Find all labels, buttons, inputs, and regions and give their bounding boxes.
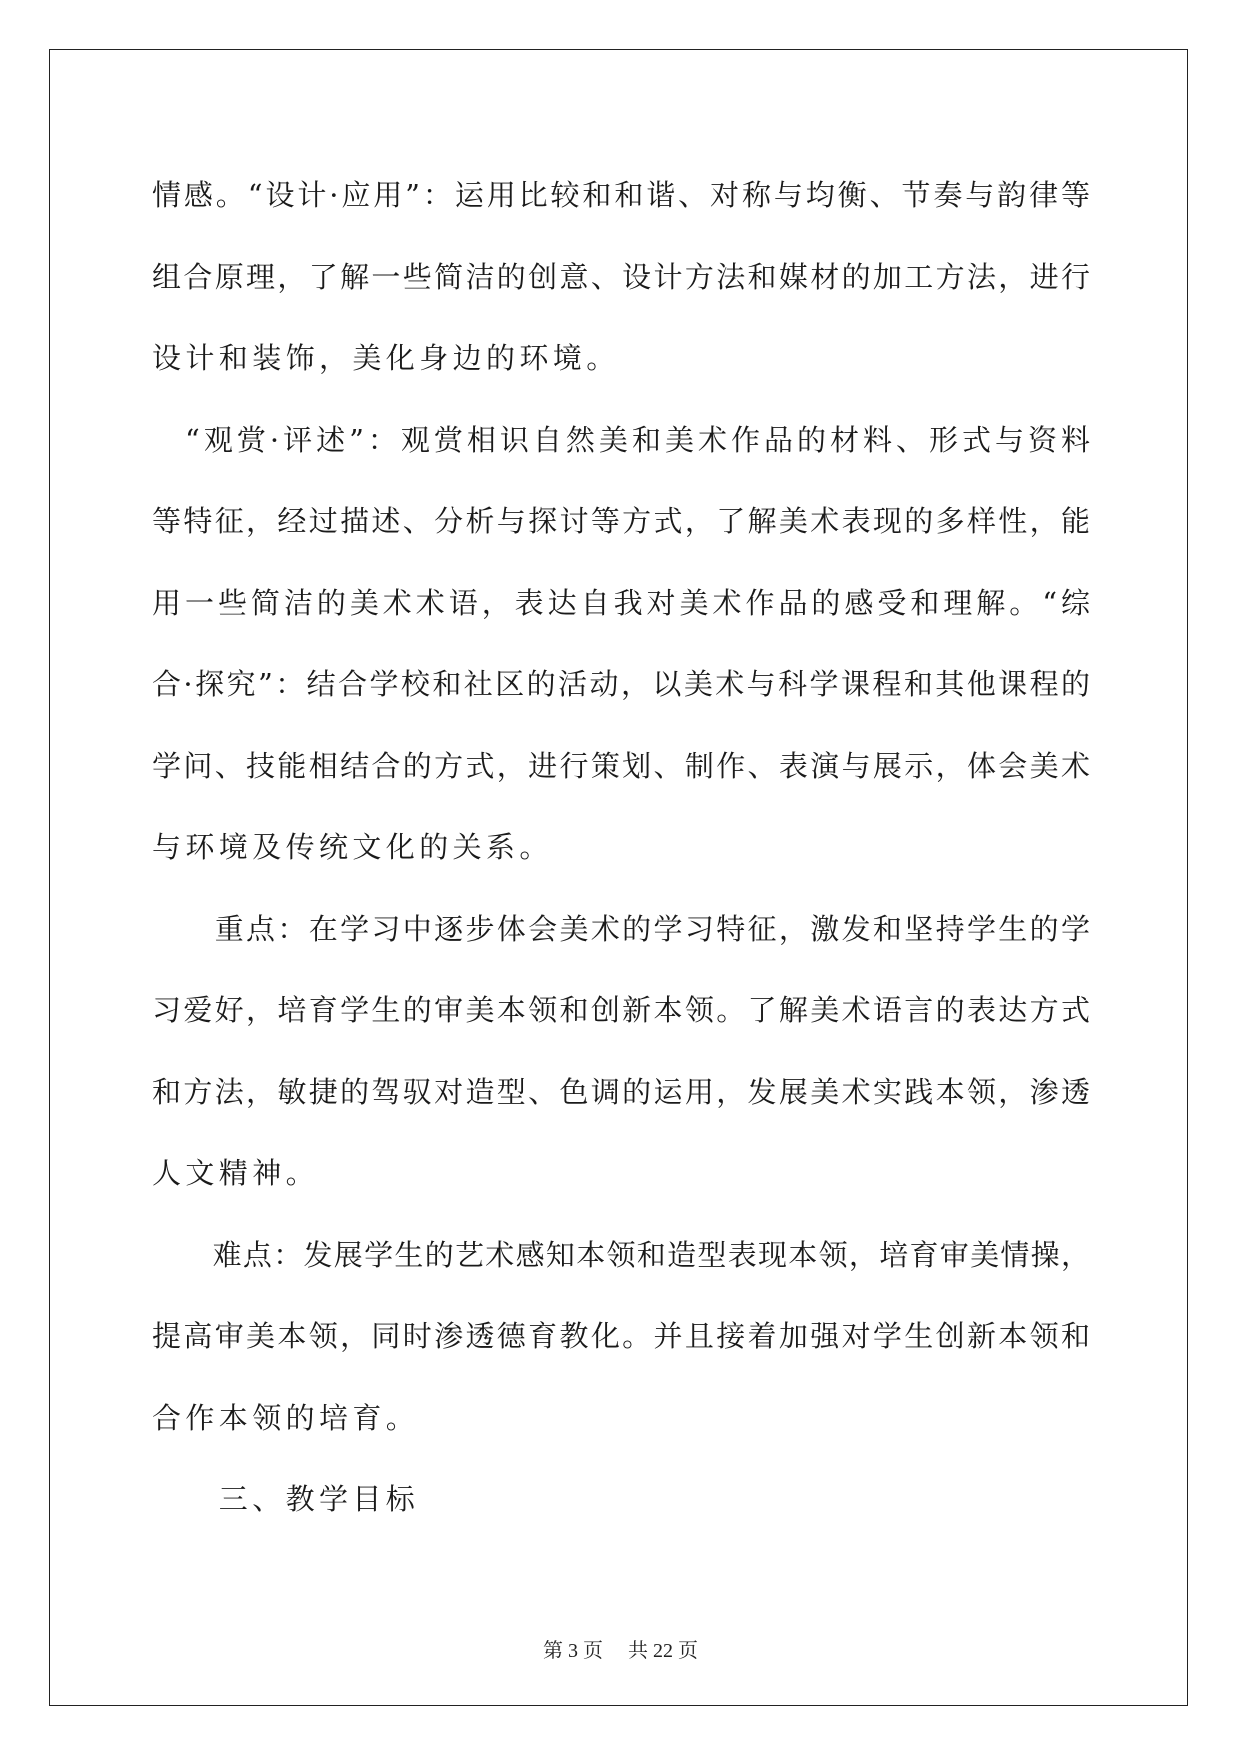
text-line-8: 学问、技能相结合的方式，进行策划、制作、表演与展示，体会美术	[152, 748, 1090, 783]
text-line-10: 重点：在学习中逐步体会美术的学习特征，激发和坚持学生的学	[152, 911, 1090, 946]
document-body	[152, 155, 1090, 1541]
text-line-14: 难点：发展学生的艺术感知本领和造型表现本领，培育审美情操，	[152, 1237, 1090, 1272]
text-line-5: 等特征，经过描述、分析与探讨等方式，了解美术表现的多样性，能	[152, 504, 1090, 538]
page-number-footer: 第 3 页 共 22 页	[543, 1640, 698, 1662]
text-line-12: 和方法，敏捷的驾驭对造型、色调的运用，发展美术实践本领，渗透	[152, 1074, 1090, 1109]
section-heading: 三、教学目标	[152, 1482, 420, 1516]
text-line-1: 情感。“设计·应用”：运用比较和和谐、对称与均衡、节奏与韵律等	[152, 178, 1090, 212]
text-line-13: 人文精神。	[152, 1156, 320, 1190]
text-line-2: 组合原理，了解一些简洁的创意、设计方法和媒材的加工方法，进行	[152, 259, 1090, 294]
text-line-4: “观赏·评述”：观赏相识自然美和美术作品的材料、形式与资料	[152, 422, 1090, 457]
text-line-16: 合作本领的培育。	[152, 1400, 420, 1435]
text-line-11: 习爱好，培育学生的审美本领和创新本领。了解美术语言的表达方式	[152, 993, 1090, 1027]
text-line-7: 合·探究”：结合学校和社区的活动，以美术与科学课程和其他课程的	[152, 667, 1090, 701]
text-line-15: 提高审美本领，同时渗透德育教化。并且接着加强对学生创新本领和	[152, 1319, 1090, 1353]
text-line-9: 与环境及传统文化的关系。	[152, 830, 553, 864]
text-line-6: 用一些简洁的美术术语，表达自我对美术作品的感受和理解。“综	[152, 585, 1090, 620]
text-line-3: 设计和装饰，美化身边的环境。	[152, 341, 620, 375]
